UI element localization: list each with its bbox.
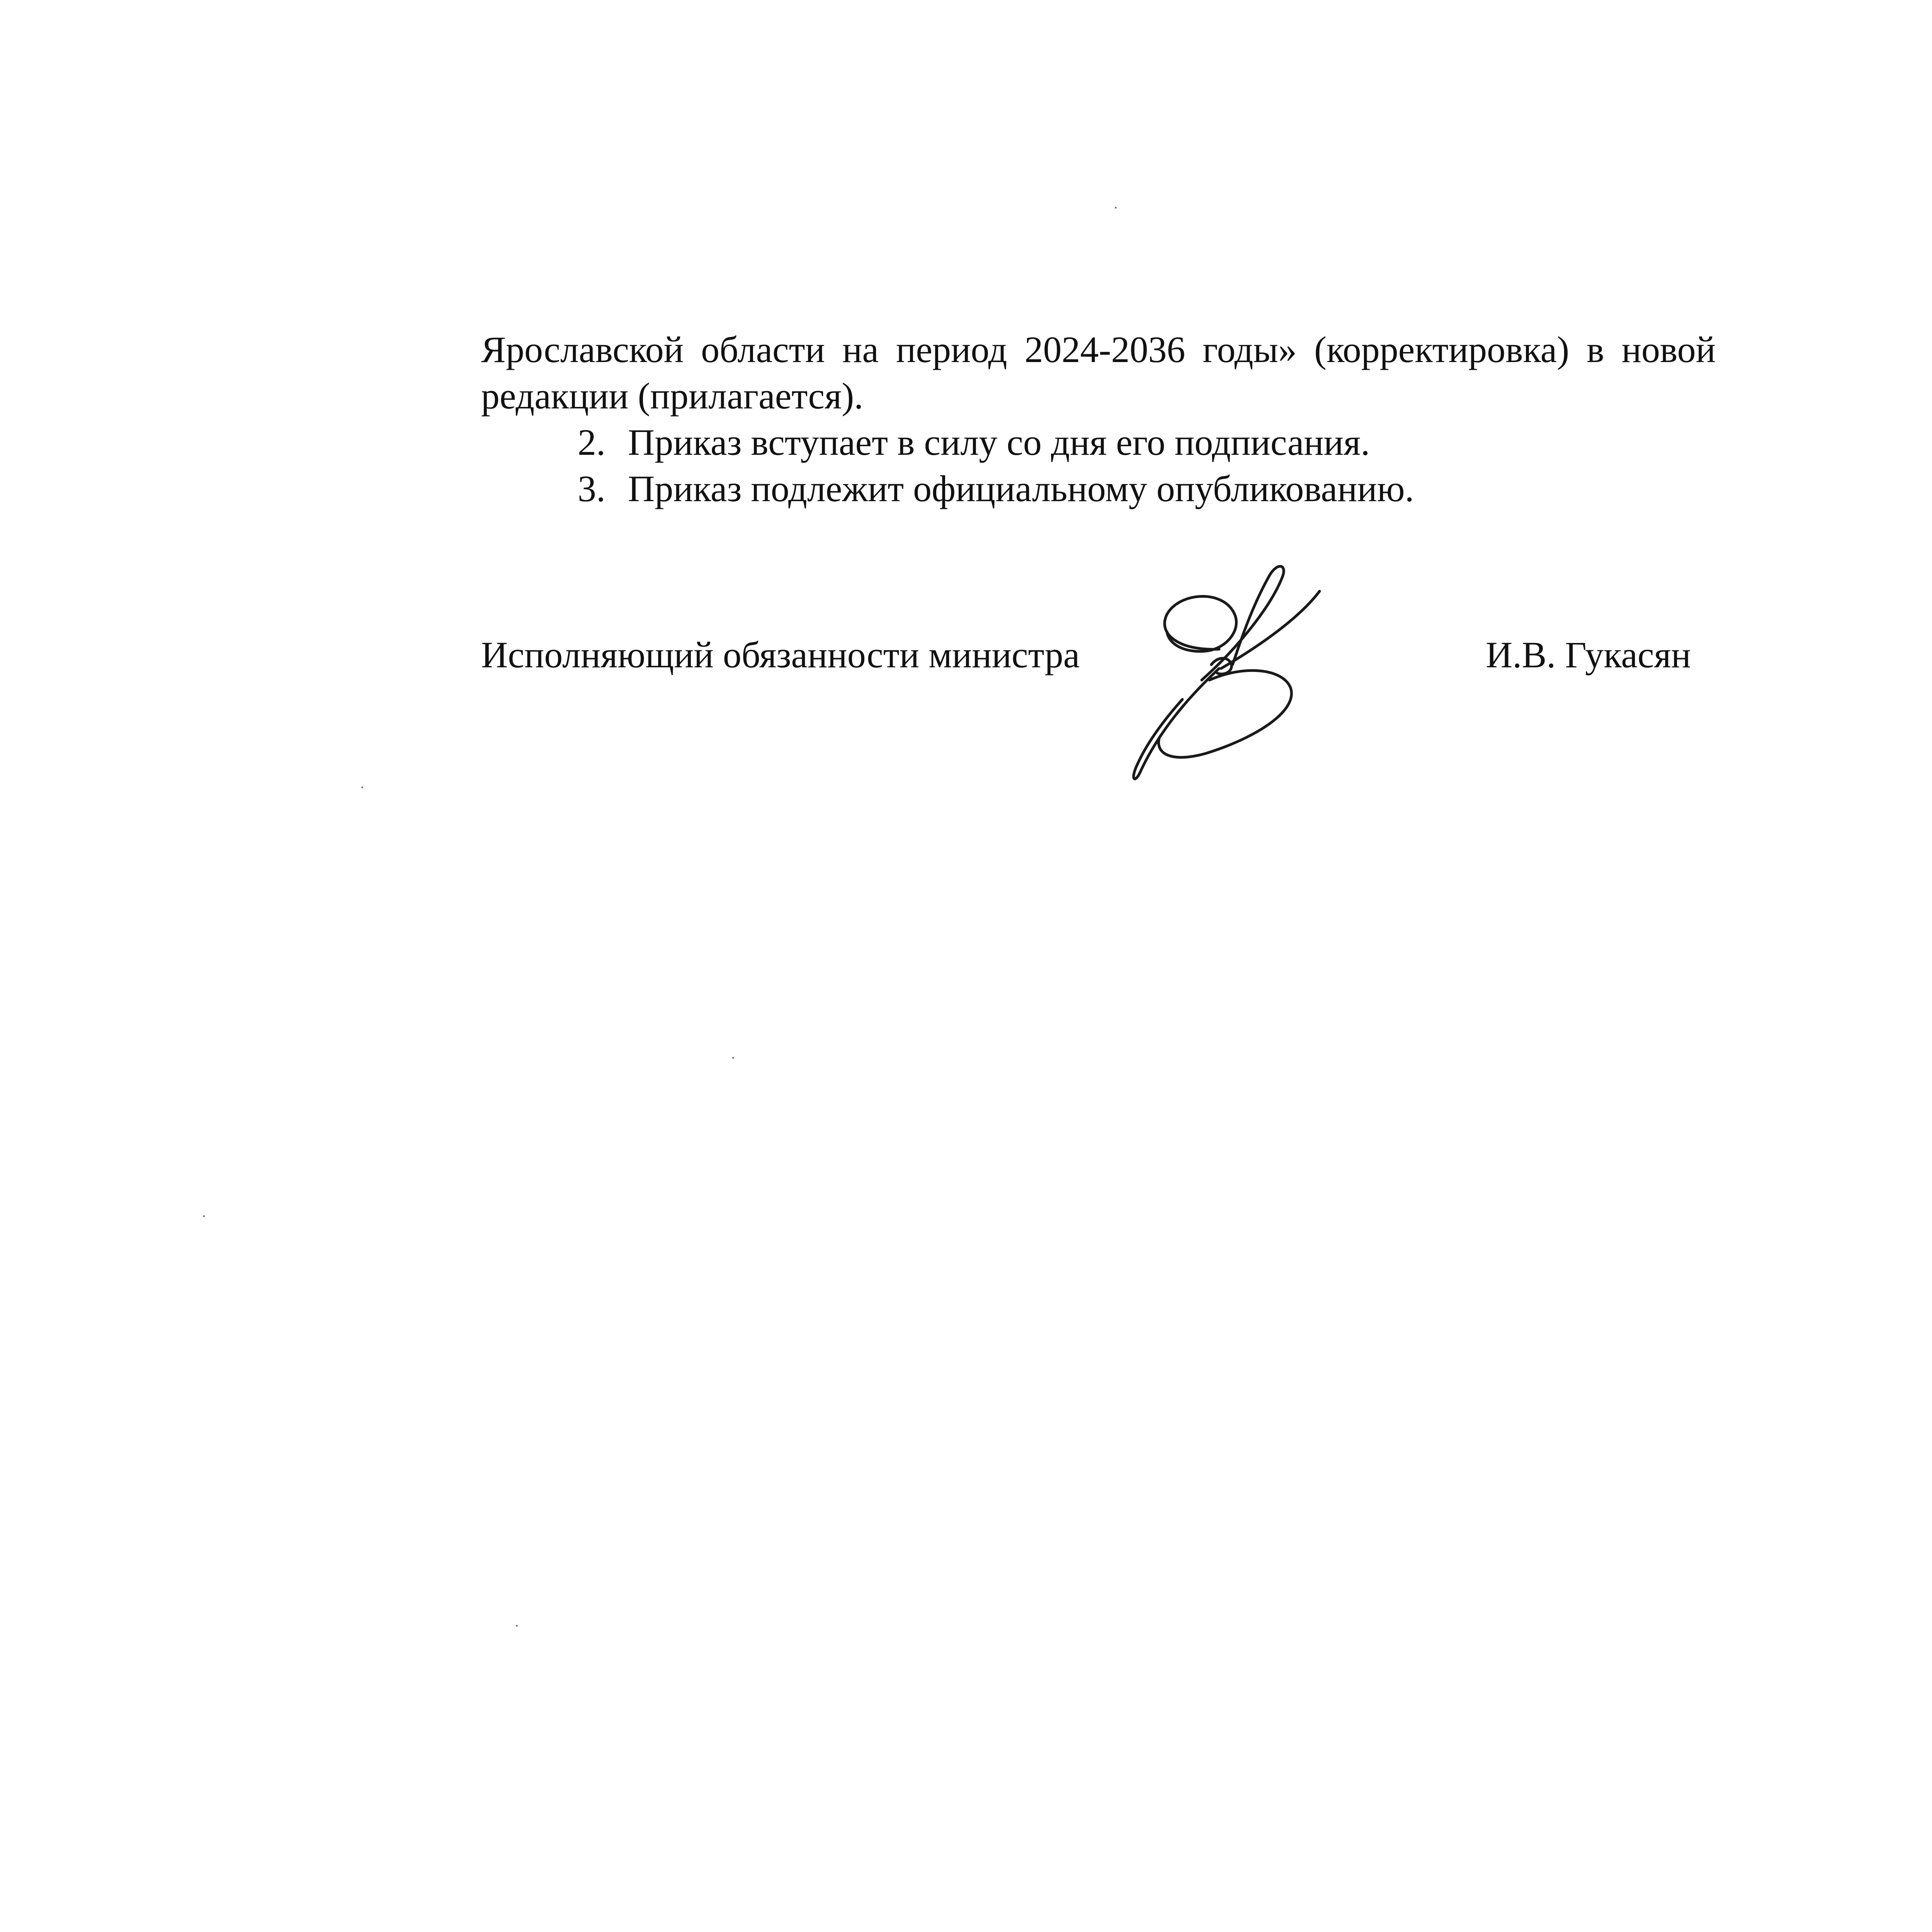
paragraph-line-2: редакции (прилагается). (481, 375, 864, 417)
signatory-name: И.В. Гукасян (1486, 634, 1691, 675)
handwritten-signature (1121, 553, 1399, 784)
list-item-text: Приказ вступает в силу со дня его подписания. (628, 422, 1370, 463)
list-item-3 (481, 466, 1716, 512)
scan-speck (732, 1057, 734, 1059)
document-body (481, 327, 1716, 512)
scan-speck (516, 1625, 518, 1627)
signatory-position: Исполняющий обязанности министра (481, 634, 1080, 675)
list-item-text: Приказ подлежит официальному опубликованию. (628, 468, 1414, 509)
scan-speck (1115, 207, 1117, 209)
scan-speck (361, 786, 363, 788)
list-item-number: 2. (578, 422, 605, 463)
signature-block (481, 632, 1716, 678)
list-item-number: 3. (578, 468, 605, 509)
list-item-2 (481, 419, 1716, 466)
paragraph-line-1: Ярославской области на период 2024-2036 годы» (корректировка) в новой (481, 329, 1716, 370)
scan-speck (203, 1215, 205, 1217)
